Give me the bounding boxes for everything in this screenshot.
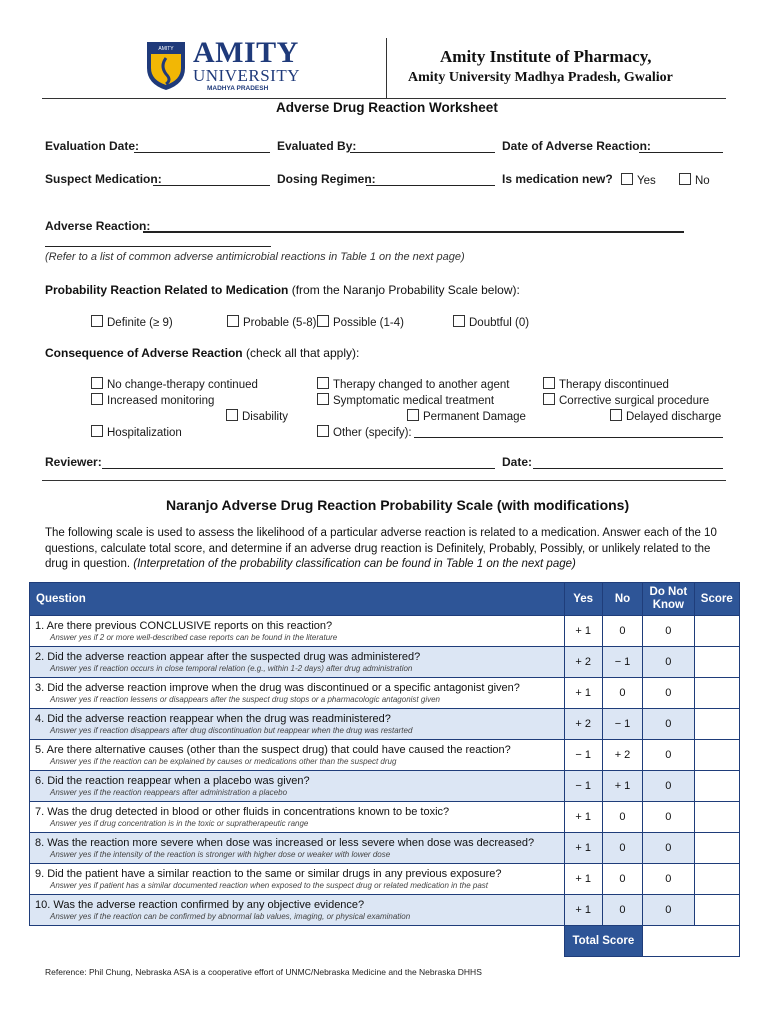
no-cell[interactable]: + 2 [602,740,642,771]
cons-disability[interactable] [226,409,288,423]
intro-line: questions, calculate total score, and determine if an adverse drug reaction is Definitely, Probably, Possibly, or unlikely related to the [45,542,711,555]
no-cell[interactable]: − 1 [602,647,642,678]
checkbox-icon[interactable] [91,377,103,389]
date-field[interactable] [533,468,723,469]
date-reaction-field[interactable] [639,152,723,153]
table-row [30,709,740,740]
cons-label: Delayed discharge [626,411,722,423]
no-cell[interactable]: 0 [602,616,642,647]
prob-label: Probable (5-8) [243,317,317,329]
checkbox-icon[interactable] [317,377,329,389]
table-row [30,647,740,678]
campus-name: Amity University Madhya Pradesh, Gwalior [408,70,673,85]
table-row [30,864,740,895]
prob-doubtful[interactable] [453,315,529,329]
cons-permanent[interactable] [407,409,526,423]
score-cell[interactable] [694,895,739,926]
question-cell [30,709,565,740]
question-text: 1. Are there previous CONCLUSIVE reports on this reaction? [35,619,333,632]
col-dnk [643,583,694,616]
table-row [30,678,740,709]
evaluated-by-field[interactable] [350,152,495,153]
question-cell [30,616,565,647]
no-label: No [695,175,710,187]
cons-label: Corrective surgical procedure [559,395,710,407]
checkbox-icon[interactable] [317,315,329,327]
yes-cell[interactable]: − 1 [564,771,602,802]
question-hint: Answer yes if reaction disappears after drug discontinuation but reappear when the drug was restarted [50,725,413,735]
col-question: Question [30,583,565,616]
score-cell[interactable] [694,709,739,740]
table-row [30,616,740,647]
reviewer-field[interactable] [102,468,495,469]
no-cell[interactable]: 0 [602,833,642,864]
prob-possible[interactable] [317,315,404,329]
question-cell [30,864,565,895]
question-hint: Answer yes if the reaction can be confirmed by abnormal lab values, imaging, or physical examination [50,911,411,921]
consequence-rest: (check all that apply): [242,346,360,360]
cons-delayed[interactable] [610,409,721,423]
question-text: 9. Did the patient have a similar reaction to the same or similar drugs in any previous exposure? [35,867,502,880]
logo-bottom-text: UNIVERSITY [193,66,300,85]
intro-italic: (Interpretation of the probability classification can be found in Table 1 on the next page) [133,558,576,570]
total-score-label: Total Score [564,926,643,957]
score-cell[interactable] [694,616,739,647]
cons-label: No change-therapy continued [107,379,258,391]
yes-cell[interactable]: + 2 [564,709,602,740]
cons-label: Disability [242,411,289,423]
question-cell [30,802,565,833]
cons-label: Increased monitoring [107,395,215,407]
adverse-reaction-label: Adverse Reaction: [45,219,151,233]
prob-probable[interactable] [227,315,317,329]
question-text: 7. Was the drug detected in blood or other fluids in concentrations known to be toxic? [35,805,450,818]
prob-label: Possible (1-4) [333,317,404,329]
cons-label: Other (specify): [333,427,412,439]
question-text: 10. Was the adverse reaction confirmed by any objective evidence? [35,898,365,911]
table-row [30,895,740,926]
question-text: 2. Did the adverse reaction appear after the suspected drug was administered? [35,650,421,663]
table-header-row [30,583,740,616]
no-cell[interactable]: + 1 [602,771,642,802]
evaluation-date-label: Evaluation Date: [45,139,140,153]
dnk-cell[interactable]: 0 [643,616,694,647]
probability-bold: Probability Reaction Related to Medication [45,283,289,297]
yes-cell[interactable]: + 1 [564,895,602,926]
question-hint: Answer yes if reaction lessens or disappears after the suspect drug stops or a pharmacologic antagonist given [50,694,440,704]
checkbox-icon[interactable] [317,393,329,405]
checkbox-icon[interactable] [610,409,622,421]
col-yes: Yes [564,583,602,616]
question-hint: Answer yes if patient has a similar documented reaction when exposed to the suspect drug or related medication in the past [50,880,489,890]
yes-cell[interactable]: + 1 [564,678,602,709]
question-hint: Answer yes if 2 or more well-described case reports can be found in the literature [50,632,338,642]
score-cell[interactable] [694,833,739,864]
question-cell [30,771,565,802]
score-cell[interactable] [694,864,739,895]
intro-line: The following scale is used to assess the likelihood of a particular adverse reaction is related to a medication. Answer each of the 10 [45,527,717,539]
cons-discontinued[interactable] [543,377,669,391]
dnk-line: Do Not [649,586,688,598]
dnk-cell[interactable]: 0 [643,740,694,771]
institute-name: Amity Institute of Pharmacy, [440,47,652,66]
university-logo [145,36,305,96]
cons-label: Permanent Damage [423,411,526,423]
cons-symptomatic[interactable] [317,393,494,407]
is-new-yes[interactable] [621,173,656,187]
question-cell [30,740,565,771]
dnk-cell[interactable]: 0 [643,771,694,802]
score-cell[interactable] [694,802,739,833]
evaluation-date-field[interactable] [134,152,270,153]
cons-therapy-changed[interactable] [317,377,509,391]
probability-rest: (from the Naranjo Probability Scale below): [288,283,520,297]
form-title: Adverse Drug Reaction Worksheet [276,100,498,115]
no-cell[interactable]: 0 [602,864,642,895]
consequence-heading [45,346,359,360]
yes-cell[interactable]: + 1 [564,616,602,647]
total-row [30,926,740,957]
yes-cell[interactable]: + 2 [564,647,602,678]
dnk-line: Know [652,599,685,611]
dnk-cell[interactable]: 0 [643,833,694,864]
score-cell[interactable] [694,771,739,802]
reference-note: Reference: Phil Chung, Nebraska ASA is a cooperative effort of UNMC/Nebraska Medicine and the Nebraska DHHS [45,967,482,977]
probability-heading [45,283,520,297]
date-reaction-label: Date of Adverse Reaction: [502,139,651,153]
prob-label: Definite (≥ 9) [107,317,173,329]
dnk-cell[interactable]: 0 [643,864,694,895]
adverse-reaction-field-2[interactable] [45,246,271,247]
question-text: 5. Are there alternative causes (other than the suspect drug) that could have caused the reaction? [35,743,511,756]
naranjo-intro [45,526,717,573]
checkbox-icon[interactable] [679,173,691,185]
checkbox-icon[interactable] [543,377,555,389]
checkbox-icon[interactable] [91,315,103,327]
question-cell [30,895,565,926]
no-cell[interactable]: 0 [602,802,642,833]
blank-cell [30,926,565,957]
intro-text: drug in question. [45,558,134,570]
checkbox-icon[interactable] [91,393,103,405]
header-rule [42,98,726,99]
question-hint: Answer yes if the reaction can be explained by causes or medications other than the suspect drug [50,756,397,766]
no-cell[interactable]: 0 [602,678,642,709]
cons-label: Therapy discontinued [559,379,669,391]
cons-other[interactable] [317,425,412,439]
no-cell[interactable]: 0 [602,895,642,926]
dnk-cell[interactable]: 0 [643,647,694,678]
question-text: 3. Did the adverse reaction improve when the drug was discontinued or a specific antagonist given? [35,681,520,694]
dosing-field[interactable] [366,185,495,186]
yes-cell[interactable]: + 1 [564,864,602,895]
is-new-label: Is medication new? [502,172,613,186]
table-row [30,740,740,771]
dnk-cell[interactable]: 0 [643,895,694,926]
question-text: 8. Was the reaction more severe when dose was increased or less severe when dose was decreased? [35,836,535,849]
dosing-label: Dosing Regimen: [277,172,376,186]
yes-cell[interactable]: + 1 [564,833,602,864]
yes-cell[interactable]: + 1 [564,802,602,833]
logo-sub-text: MADHYA PRADESH [207,85,269,92]
score-cell[interactable] [694,678,739,709]
checkbox-icon[interactable] [227,315,239,327]
question-cell [30,833,565,864]
question-hint: Answer yes if drug concentration is in the toxic or supratherapeutic range [50,818,309,828]
checkbox-icon[interactable] [453,315,465,327]
cons-corrective[interactable] [543,393,709,407]
cons-hospitalization[interactable] [91,425,182,439]
table-row [30,771,740,802]
question-text: 6. Did the reaction reappear when a placebo was given? [35,774,310,787]
cons-label: Therapy changed to another agent [333,379,510,391]
question-hint: Answer yes if the reaction reappears after administration a placebo [50,787,288,797]
question-cell [30,678,565,709]
suspect-med-field[interactable] [153,185,270,186]
naranjo-title: Naranjo Adverse Drug Reaction Probability Scale (with modifications) [166,497,630,513]
cons-label: Symptomatic medical treatment [333,395,495,407]
crest-icon [145,40,187,92]
col-no: No [602,583,642,616]
yes-label: Yes [637,175,656,187]
naranjo-table [29,582,740,957]
question-hint: Answer yes if reaction occurs in close temporal relation (e.g., within 1-2 days) after drug administration [50,663,413,673]
question-hint: Answer yes if the intensity of the reaction is stronger with higher dose or weaker with lower dose [50,849,391,859]
dnk-cell[interactable]: 0 [643,678,694,709]
logo-top-text: AMITY [193,36,299,69]
checkbox-icon[interactable] [317,425,329,437]
section-rule [42,480,726,481]
consequence-bold: Consequence of Adverse Reaction [45,346,243,360]
total-score-cell[interactable] [643,926,740,957]
checkbox-icon[interactable] [543,393,555,405]
table-row [30,802,740,833]
question-cell [30,647,565,678]
score-cell[interactable] [694,647,739,678]
reviewer-label: Reviewer: [45,455,102,469]
cons-increased-monitoring[interactable] [91,393,214,407]
col-score: Score [694,583,739,616]
checkbox-icon[interactable] [226,409,238,421]
adverse-reaction-field[interactable] [143,231,684,233]
other-specify-field[interactable] [414,437,723,438]
question-text: 4. Did the adverse reaction reappear when the drug was readministered? [35,712,391,725]
checkbox-icon[interactable] [407,409,419,421]
dnk-cell[interactable]: 0 [643,709,694,740]
no-cell[interactable]: − 1 [602,709,642,740]
prob-definite[interactable] [91,315,173,329]
svg-text:AMITY: AMITY [158,46,174,52]
intro-line [45,557,717,573]
checkbox-icon[interactable] [621,173,633,185]
checkbox-icon[interactable] [91,425,103,437]
header-divider [386,38,387,98]
refer-note: (Refer to a list of common adverse antimicrobial reactions in Table 1 on the next page) [45,251,465,263]
score-cell[interactable] [694,740,739,771]
suspect-med-label: Suspect Medication: [45,172,162,186]
prob-label: Doubtful (0) [469,317,530,329]
cons-label: Hospitalization [107,427,182,439]
dnk-cell[interactable]: 0 [643,802,694,833]
is-new-no[interactable] [679,173,710,187]
table-row [30,833,740,864]
cons-no-change[interactable] [91,377,258,391]
date-label: Date: [502,455,533,469]
yes-cell[interactable]: − 1 [564,740,602,771]
evaluated-by-label: Evaluated By: [277,139,357,153]
